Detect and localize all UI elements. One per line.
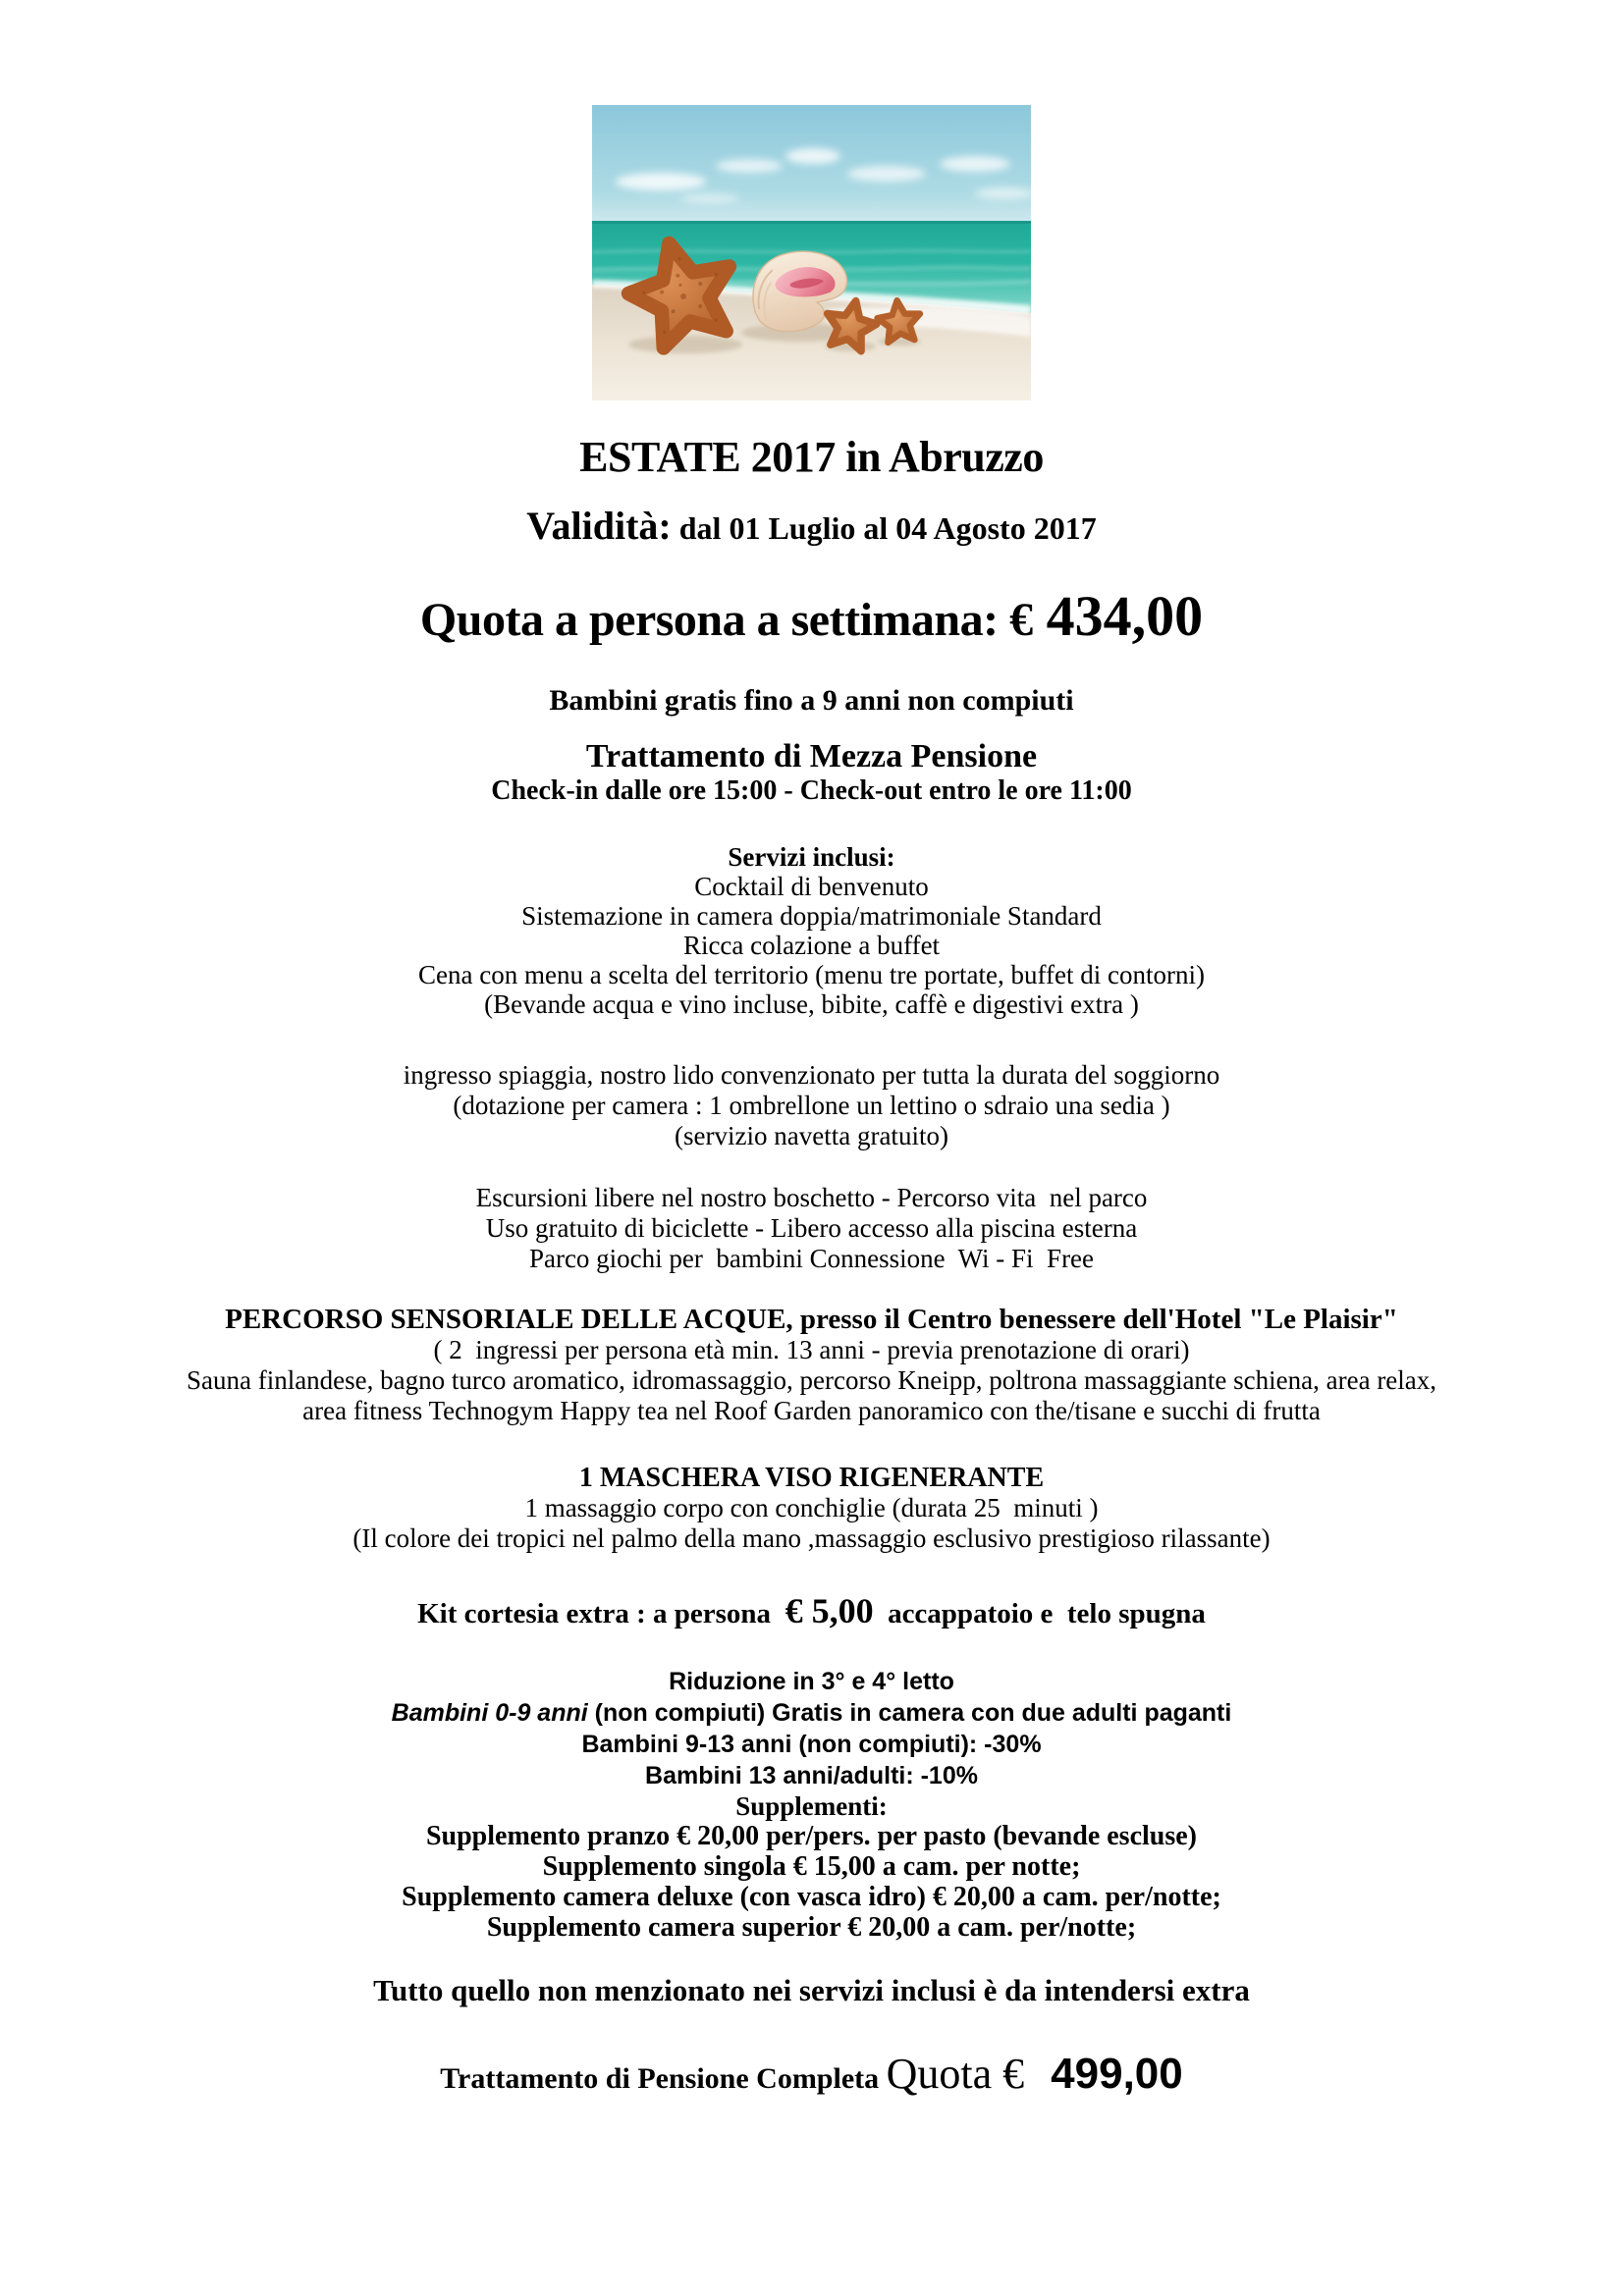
spiaggia-line: ingresso spiaggia, nostro lido convenzionato per tutta la durata del soggiorno — [403, 1060, 1220, 1090]
servizi-line: Cena con menu a scelta del territorio (menu tre portate, buffet di contorni) — [418, 960, 1205, 989]
servizi-line: Sistemazione in camera doppia/matrimoniale Standard — [521, 901, 1102, 931]
attivita-line: Uso gratuito di biciclette - Libero accesso alla piscina esterna — [485, 1213, 1138, 1243]
supplementi-line: Supplemento camera superior € 20,00 a cam. per/notte; — [486, 1912, 1137, 1943]
document-page — [36, 0, 1588, 2109]
bambini-0-9-rest: (non compiuti) Gratis in camera con due adulti paganti — [587, 1699, 1232, 1727]
percorso-line: area fitness Technogym Happy tea nel Roof Garden panoramico con the/tisane e succhi di frutta — [302, 1396, 1321, 1425]
quota-line — [36, 586, 1588, 662]
supplementi-line: Supplemento camera deluxe (con vasca idro) € 20,00 a cam. per/notte; — [402, 1882, 1221, 1912]
supplementi-line: Supplemento pranzo € 20,00 per/pers. per pasto (bevande escluse) — [425, 1821, 1198, 1851]
trattamento-line: Trattamento di Mezza Pensione — [585, 738, 1038, 774]
riduzioni-heading: Riduzione in 3° e 4° letto — [669, 1668, 954, 1695]
validity-line — [36, 503, 1588, 559]
kit-cortesia-line — [36, 1589, 1588, 1640]
pensione-completa-quota-label: Quota € — [886, 2050, 1036, 2098]
servizi-line: Ricca colazione a buffet — [682, 931, 941, 960]
riduzioni-line: Bambini 9-13 anni (non compiuti): -30% — [581, 1731, 1042, 1758]
percorso-line: Sauna finlandese, bagno turco aromatico, idromassaggio, percorso Kneipp, poltrona massaggiante schiena, area relax, — [186, 1365, 1437, 1395]
pensione-completa-value: 499,00 — [1051, 2050, 1183, 2098]
servizi-inclusi-section — [36, 842, 1588, 1019]
quota-value: 434,00 — [1046, 584, 1204, 648]
bambini-0-9-italic: Bambini 0-9 anni — [391, 1699, 588, 1727]
beach-photo — [592, 105, 1031, 400]
pensione-completa-label: Trattamento di Pensione Completa — [440, 2062, 887, 2095]
supplementi-line: Supplemento singola € 15,00 a cam. per notte; — [542, 1851, 1081, 1882]
attivita-line: Escursioni libere nel nostro boschetto - Percorso vita nel parco — [475, 1183, 1148, 1212]
servizi-line: Cocktail di benvenuto — [694, 872, 929, 901]
servizi-line: (Bevande acqua e vino incluse, bibite, caffè e digestivi extra ) — [484, 989, 1139, 1019]
pensione-completa-line — [36, 2049, 1588, 2109]
bambini-gratis-line: Bambini gratis fino a 9 anni non compiuti — [549, 684, 1074, 717]
spiaggia-line: (dotazione per camera : 1 ombrellone un lettino o sdraio una sedia ) — [453, 1091, 1170, 1120]
maschera-section — [36, 1464, 1588, 1554]
maschera-line: (Il colore dei tropici nel palmo della mano ,massaggio esclusivo prestigioso rilassante) — [352, 1523, 1271, 1553]
attivita-section — [36, 1183, 1588, 1274]
servizi-heading: Servizi inclusi: — [728, 842, 895, 872]
check-in-out-line: Check-in dalle ore 15:00 - Check-out entro le ore 11:00 — [491, 775, 1132, 806]
riduzioni-bambini-0-9-line — [36, 1697, 1588, 1729]
page-title: ESTATE 2017 in Abruzzo — [579, 433, 1044, 481]
quota-label: Quota a persona a settimana: € — [419, 594, 1033, 646]
validity-value: dal 01 Luglio al 04 Agosto 2017 — [671, 510, 1097, 546]
horizon-line — [592, 221, 1031, 224]
spiaggia-line: (servizio navetta gratuito) — [675, 1121, 948, 1150]
maschera-line: 1 massaggio corpo con conchiglie (durata 25 minuti ) — [524, 1493, 1099, 1522]
percorso-sensoriale-section — [36, 1304, 1588, 1426]
kit-cortesia-post: accappatoio e telo spugna — [873, 1598, 1206, 1629]
maschera-heading: 1 MASCHERA VISO RIGENERANTE — [578, 1463, 1045, 1493]
kit-cortesia-pre: Kit cortesia extra : a persona — [417, 1598, 785, 1629]
riduzioni-section — [36, 1666, 1588, 1943]
kit-cortesia-price: € 5,00 — [784, 1591, 874, 1630]
percorso-line: ( 2 ingressi per persona età min. 13 anni - previa prenotazione di orari) — [433, 1335, 1190, 1364]
note-extra-line: Tutto quello non menzionato nei servizi inclusi è da intendersi extra — [373, 1973, 1250, 2007]
validity-label: Validità: — [526, 504, 672, 548]
supplementi-heading: Supplementi: — [735, 1791, 888, 1821]
riduzioni-line: Bambini 13 anni/adulti: -10% — [645, 1762, 978, 1789]
spiaggia-section — [36, 1060, 1588, 1151]
percorso-heading: PERCORSO SENSORIALE DELLE ACQUE, presso il Centro benessere dell'Hotel "Le Plaisir" — [225, 1304, 1398, 1335]
attivita-line: Parco giochi per bambini Connessione Wi - Fi Free — [528, 1244, 1095, 1273]
